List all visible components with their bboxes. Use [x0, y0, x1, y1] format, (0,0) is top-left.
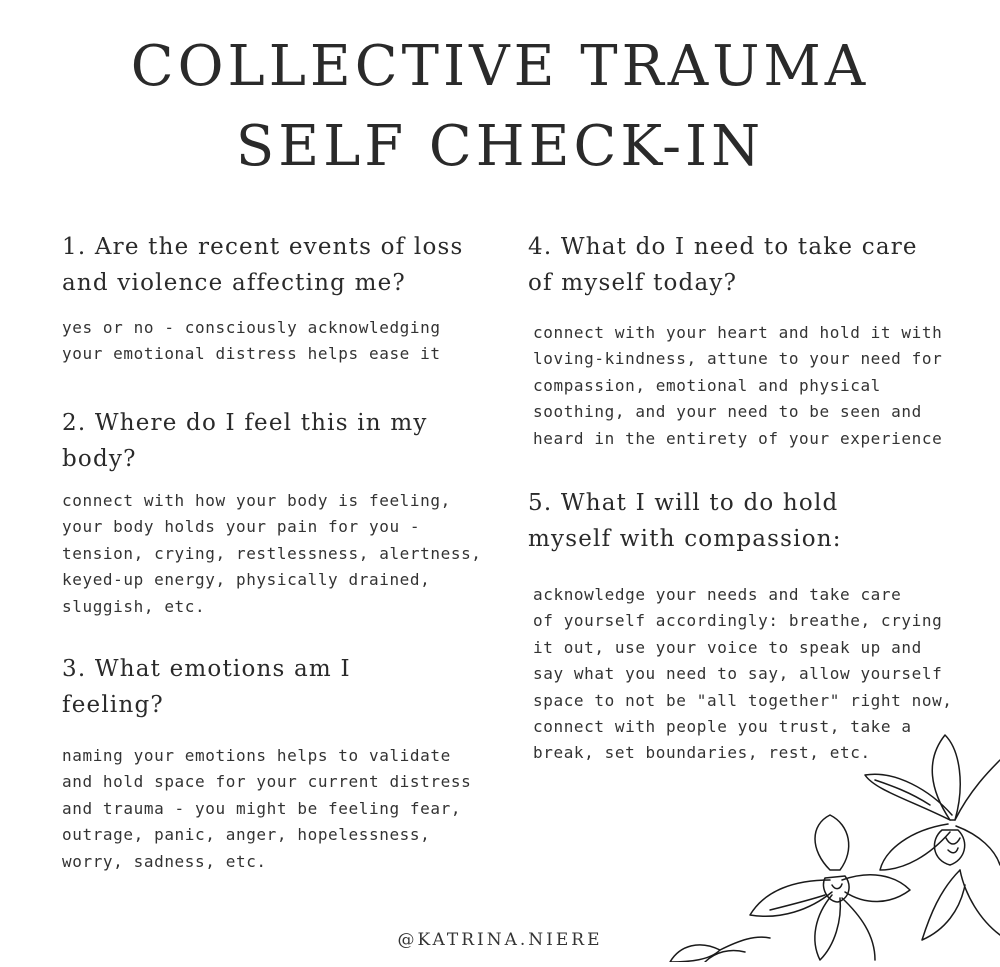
- answer-2-line: tension, crying, restlessness, alertness,: [62, 543, 482, 563]
- answer-4-line: soothing, and your need to be seen and: [533, 402, 922, 422]
- question-3-line: 3. What emotions am I: [62, 656, 351, 682]
- question-2-line: body?: [62, 446, 137, 472]
- answer-3-line: and trauma - you might be feeling fear,: [62, 798, 462, 818]
- answer-5-line: space to not be "all together" right now,: [533, 690, 953, 710]
- answer-4-line: compassion, emotional and physical: [533, 375, 881, 395]
- answer-5-line: of yourself accordingly: breathe, crying: [533, 611, 943, 631]
- question-4-line: of myself today?: [528, 270, 738, 296]
- answer-3-line: outrage, panic, anger, hopelessness,: [62, 825, 431, 845]
- answer-5-line: break, set boundaries, rest, etc.: [533, 743, 871, 763]
- footer-handle: @KATRINA.NIERE: [397, 930, 603, 950]
- question-5-line: 5. What I will to do hold: [528, 490, 839, 516]
- answer-2-line: your body holds your pain for you -: [62, 517, 421, 537]
- answer-3-line: naming your emotions helps to validate: [62, 746, 451, 765]
- answer-2-line: connect with how your body is feeling,: [62, 491, 451, 510]
- question-3-line: feeling?: [62, 692, 164, 718]
- question-1-line: and violence affecting me?: [62, 270, 406, 296]
- answer-4-line: loving-kindness, attune to your need for: [533, 349, 943, 369]
- answer-5-line: acknowledge your needs and take care: [533, 585, 902, 604]
- question-4: [528, 229, 918, 301]
- answer-3: [62, 743, 471, 875]
- answer-2-line: sluggish, etc.: [62, 596, 206, 616]
- answer-5-line: it out, use your voice to speak up and: [533, 637, 922, 657]
- answer-1-line: your emotional distress helps ease it: [62, 344, 441, 364]
- title-line-1: COLLECTIVE TRAUMA: [130, 34, 870, 99]
- answer-4: [533, 320, 942, 452]
- title-line-2: SELF CHECK-IN: [235, 114, 765, 179]
- answer-2-line: keyed-up energy, physically drained,: [62, 570, 431, 590]
- answer-5-line: connect with people you trust, take a: [533, 717, 912, 737]
- answer-1-line: yes or no - consciously acknowledging: [62, 318, 441, 337]
- question-5: [528, 485, 842, 557]
- answer-3-line: and hold space for your current distress: [62, 772, 472, 792]
- answer-1: [62, 315, 441, 368]
- question-2: [62, 405, 428, 477]
- question-2-line: 2. Where do I feel this in my: [62, 410, 428, 436]
- answer-2: [62, 488, 482, 620]
- question-1: [62, 229, 464, 301]
- question-4-line: 4. What do I need to take care: [528, 234, 918, 260]
- question-1-line: 1. Are the recent events of loss: [62, 234, 464, 260]
- answer-4-line: heard in the entirety of your experience: [533, 428, 943, 448]
- answer-4-line: connect with your heart and hold it with: [533, 323, 943, 342]
- answer-3-line: worry, sadness, etc.: [62, 851, 267, 871]
- answer-5-line: say what you need to say, allow yourself: [533, 664, 943, 684]
- question-3: [62, 651, 351, 723]
- question-5-line: myself with compassion:: [528, 526, 842, 552]
